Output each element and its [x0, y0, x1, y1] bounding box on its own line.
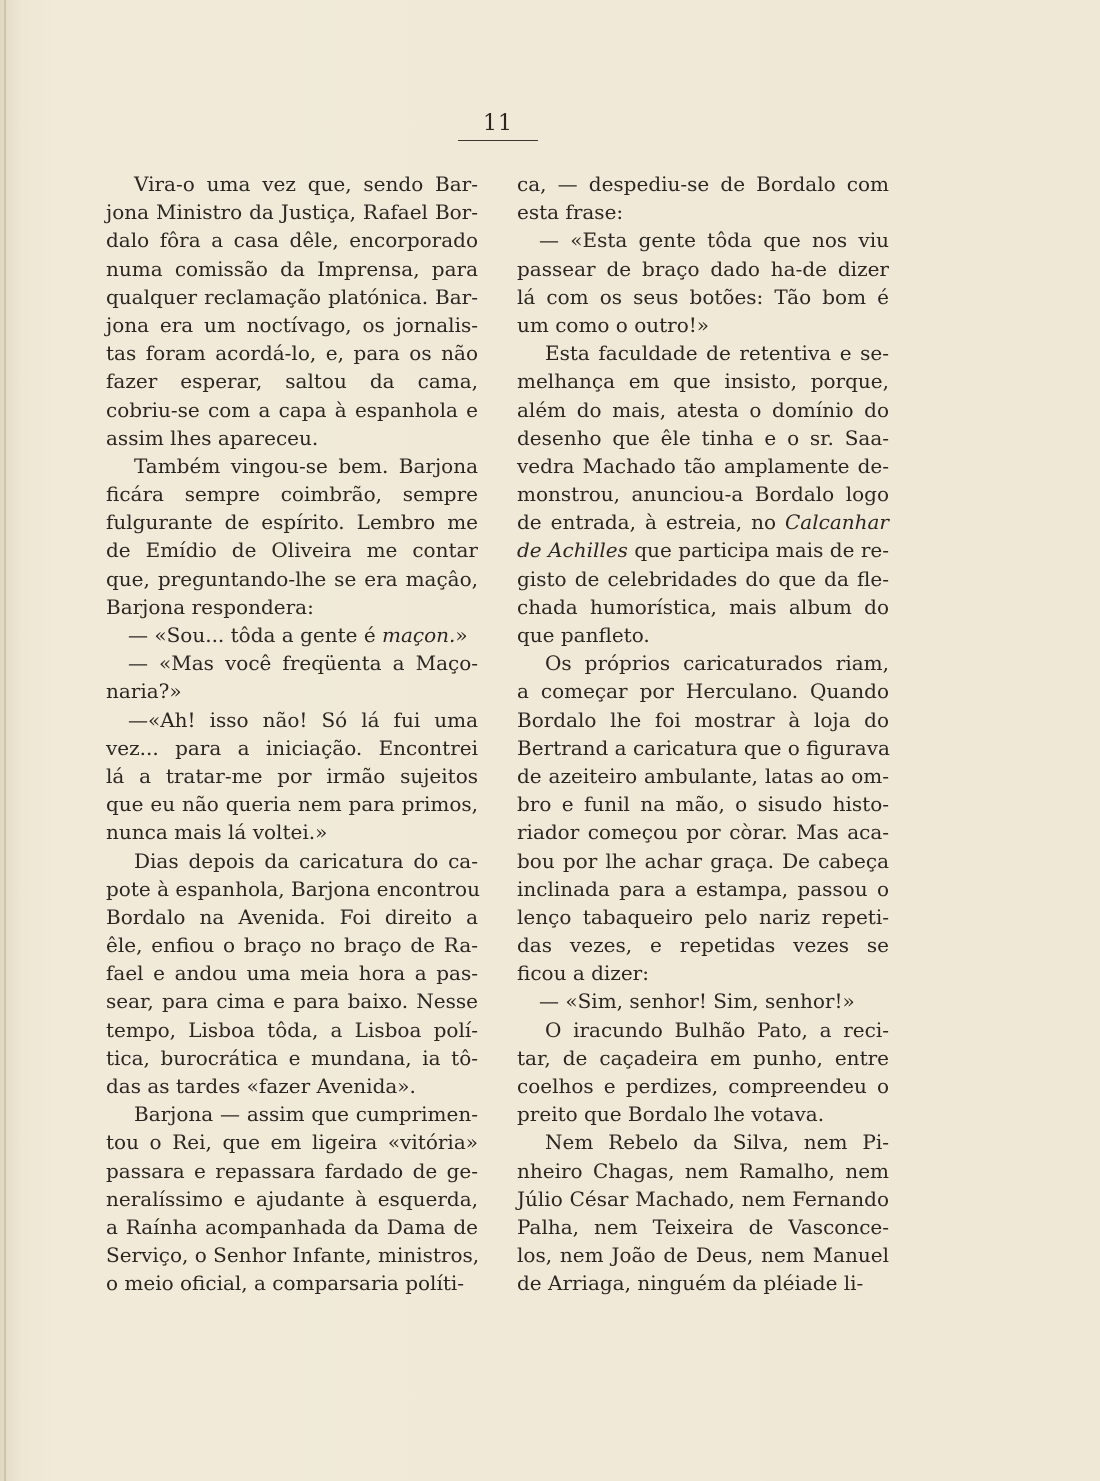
text-line: gisto de celebridades do que da fle-: [517, 566, 889, 591]
text-line: Barjona — assim que cumprimen-: [134, 1102, 478, 1127]
text-line: Serviço, o Senhor Infante, ministros,: [106, 1243, 480, 1268]
text-line: inclinada para a estampa, passou o: [517, 876, 889, 901]
text-line: Júlio César Machado, nem Fernando: [517, 1186, 889, 1211]
text-line: de azeiteiro ambulante, latas ao om-: [517, 763, 889, 788]
text-line: naria?»: [106, 679, 182, 704]
text-line: êle, enfiou o braço no braço de Ra-: [106, 933, 478, 958]
text-line: monstrou, anunciou-a Bordalo logo: [517, 482, 889, 507]
text-line: dalo fôra a casa dêle, encorporado: [106, 228, 478, 253]
text-line: que panfleto.: [517, 623, 650, 647]
page-number: 11: [483, 111, 513, 136]
text-line: Barjona respondera:: [106, 594, 314, 619]
text-line: tar, de caçadeira em punho, entre: [517, 1045, 889, 1070]
text-line: tica, burocrática e mundana, ia tô-: [106, 1045, 478, 1070]
text-line: a Raínha acompanhada da Dama de: [106, 1214, 478, 1239]
text-line: — «Sou... tôda a gente é maçon.»: [128, 623, 468, 647]
text-line: o meio oficial, a comparsaria políti-: [106, 1271, 465, 1296]
text-line: Nem Rebelo da Silva, nem Pi-: [545, 1130, 889, 1155]
text-line: Bordalo lhe foi mostrar à loja do: [517, 707, 889, 732]
text-line: bou por lhe achar graça. De cabeça: [517, 848, 889, 873]
text-line: lenço tabaqueiro pelo nariz repeti-: [517, 904, 889, 929]
text-line: Bordalo na Avenida. Foi direito a: [106, 904, 478, 929]
text-line: — «Mas você freqüenta a Maço-: [128, 651, 478, 676]
text-line: esta frase:: [517, 200, 624, 225]
text-line: — «Sim, senhor! Sim, senhor!»: [539, 989, 855, 1014]
text-line: numa comissão da Imprensa, para: [106, 256, 478, 281]
binding-edge: [4, 0, 6, 1481]
text-line: qualquer reclamação platónica. Bar-: [106, 284, 478, 309]
text-line: assim lhes apareceu.: [106, 425, 319, 450]
text-line: jona Ministro da Justiça, Rafael Bor-: [106, 200, 478, 225]
text-line: de Arriaga, ninguém da pléiade li-: [517, 1271, 864, 1296]
text-line: a começar por Herculano. Quando: [517, 679, 889, 704]
text-line: riador começou por còrar. Mas aca-: [517, 820, 889, 845]
text-line: bro e funil na mão, o sisudo histo-: [517, 792, 889, 817]
text-line: ficou a dizer:: [517, 961, 649, 986]
text-line: fael e andou uma meia hora a pas-: [106, 961, 478, 986]
text-line: passara e repassara fardado de ge-: [106, 1158, 478, 1183]
text-line: Palha, nem Teixeira de Vasconce-: [517, 1214, 889, 1239]
text-line: tas foram acordá-lo, e, para os não: [106, 341, 478, 366]
text-line: fazer esperar, saltou da cama,: [106, 369, 478, 394]
text-line: tempo, Lisboa tôda, a Lisboa polí-: [106, 1017, 478, 1042]
text-line: Também vingou-se bem. Barjona: [134, 453, 478, 478]
text-line: sear, para cima e para baixo. Nesse: [106, 989, 478, 1014]
text-line: além do mais, atesta o domínio do: [517, 397, 889, 422]
text-line: pote à espanhola, Barjona encontrou: [106, 876, 480, 901]
text-line: tou o Rei, que em ligeira «vitória»: [106, 1130, 478, 1155]
text-line: lá com os seus botões: Tão bom é: [517, 284, 889, 309]
text-line: nheiro Chagas, nem Ramalho, nem: [517, 1158, 889, 1183]
text-line: passear de braço dado ha-de dizer: [517, 256, 889, 281]
text-line: de Emídio de Oliveira me contar: [106, 538, 478, 563]
text-line: lá a tratar-me por irmão sujeitos: [106, 763, 478, 788]
text-line: chada humorística, mais album do: [517, 594, 889, 619]
page-number-rule: [458, 140, 538, 141]
text-line: um como o outro!»: [517, 312, 710, 337]
left-text-column: [106, 170, 478, 1298]
text-line: que, preguntando-lhe se era maçâo,: [106, 566, 478, 591]
text-line: desenho que êle tinha e o sr. Saa-: [517, 425, 889, 450]
text-line: fulgurante de espírito. Lembro me: [106, 510, 478, 535]
text-line: das as tardes «fazer Avenida».: [106, 1074, 416, 1098]
text-line: nunca mais lá voltei.»: [106, 820, 328, 845]
text-line: que eu não queria nem para primos,: [106, 792, 478, 817]
text-line: —«Ah! isso não! Só lá fui uma: [128, 707, 478, 732]
text-line: los, nem João de Deus, nem Manuel: [517, 1243, 889, 1268]
text-line: Esta faculdade de retentiva e se-: [545, 341, 889, 366]
text-line: Vira-o uma vez que, sendo Bar-: [134, 172, 478, 196]
right-text-column: [517, 170, 889, 1298]
text-line: de Achilles que participa mais de re-: [517, 538, 890, 563]
text-line: O iracundo Bulhão Pato, a reci-: [545, 1017, 889, 1042]
text-line: ca, — despediu-se de Bordalo com: [517, 172, 889, 196]
text-line: de entrada, à estreia, no Calcanhar: [517, 510, 889, 535]
text-line: coelhos e perdizes, compreendeu o: [517, 1074, 889, 1098]
text-line: melhança em que insisto, porque,: [517, 369, 889, 394]
text-line: vedra Machado tão amplamente de-: [517, 453, 889, 478]
text-line: neralíssimo e ajudante à esquerda,: [106, 1186, 478, 1211]
text-line: vez... para a iniciação. Encontrei: [106, 735, 478, 760]
text-line: jona era um noctívago, os jornalis-: [106, 312, 478, 337]
text-line: — «Esta gente tôda que nos viu: [539, 228, 889, 253]
text-line: cobriu-se com a capa à espanhola e: [106, 397, 478, 422]
text-line: das vezes, e repetidas vezes se: [517, 933, 889, 958]
text-line: Os próprios caricaturados riam,: [545, 651, 889, 676]
text-line: ficára sempre coimbrão, sempre: [106, 482, 478, 507]
text-line: preito que Bordalo lhe votava.: [517, 1102, 825, 1127]
text-line: Bertrand a caricatura que o figurava: [517, 735, 890, 760]
text-line: Dias depois da caricatura do ca-: [134, 848, 478, 873]
